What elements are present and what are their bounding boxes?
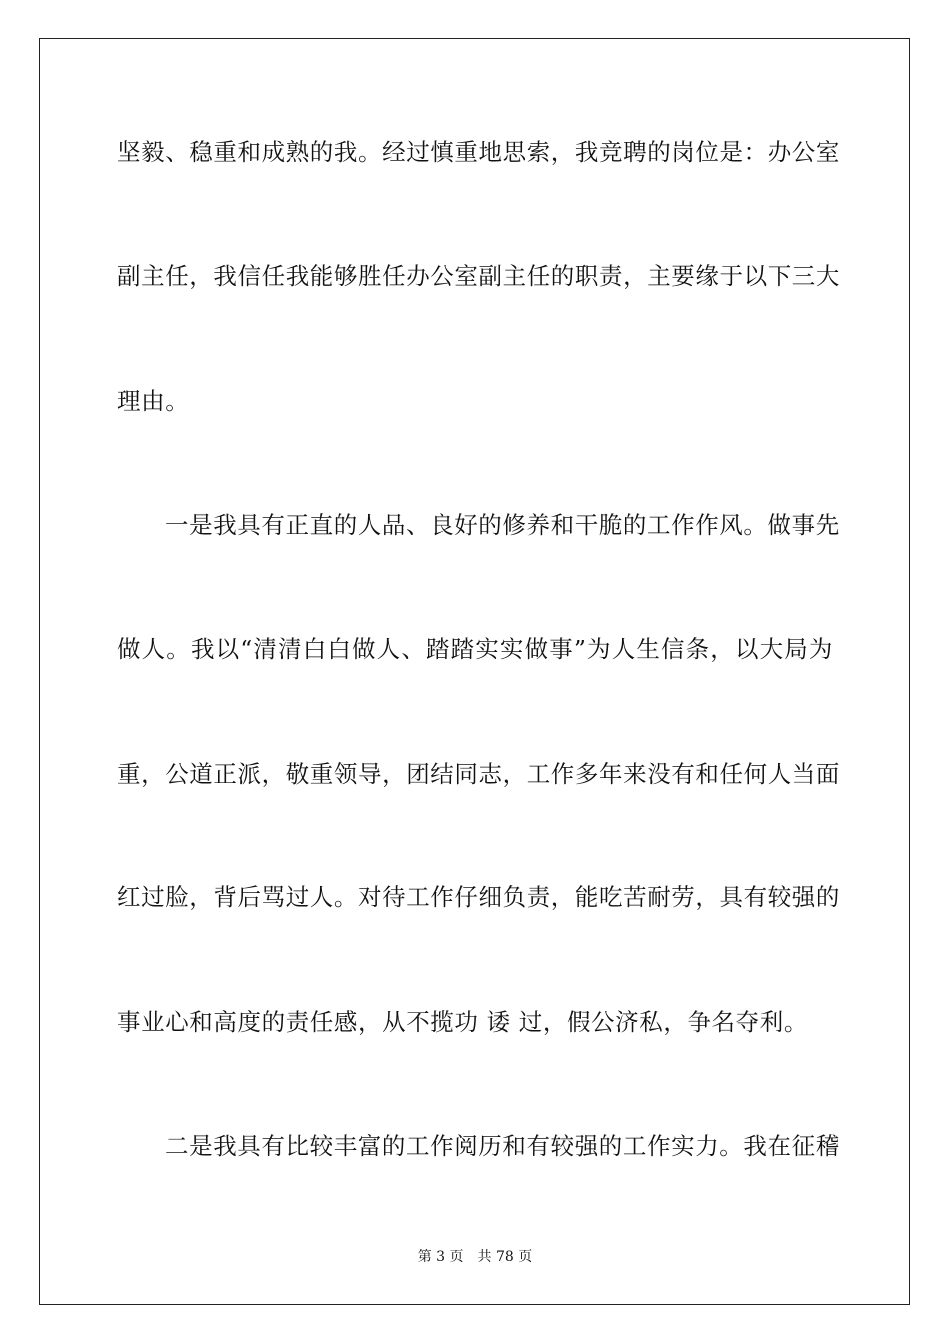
text-line: 重，公道正派，敬重领导，团结同志，工作多年来没有和任何人当面 (117, 760, 840, 788)
text-line: 红过脸，背后骂过人。对待工作仔细负责，能吃苦耐劳，具有较强的 (117, 883, 840, 911)
paragraph-first-line: 一是我具有正直的人品、良好的修养和干脆的工作作风。做事先 (165, 511, 840, 539)
text-line: 理由。 (117, 387, 190, 415)
page-number-footer: 第 3 页 共 78 页 (417, 1249, 533, 1265)
text-line: 事业心和高度的责任感，从不揽功 诿 过，假公济私，争名夺利。 (117, 1008, 808, 1036)
text-line: 副主任，我信任我能够胜任办公室副主任的职责，主要缘于以下三大 (117, 262, 840, 290)
text-line: 坚毅、稳重和成熟的我。经过慎重地思索，我竞聘的岗位是：办公室 (117, 138, 840, 166)
paragraph-first-line: 二是我具有比较丰富的工作阅历和有较强的工作实力。我在征稽 (165, 1132, 840, 1160)
page-border (39, 38, 910, 1305)
text-line: 做人。我以“清清白白做人、踏踏实实做事”为人生信条，以大局为 (117, 635, 833, 663)
